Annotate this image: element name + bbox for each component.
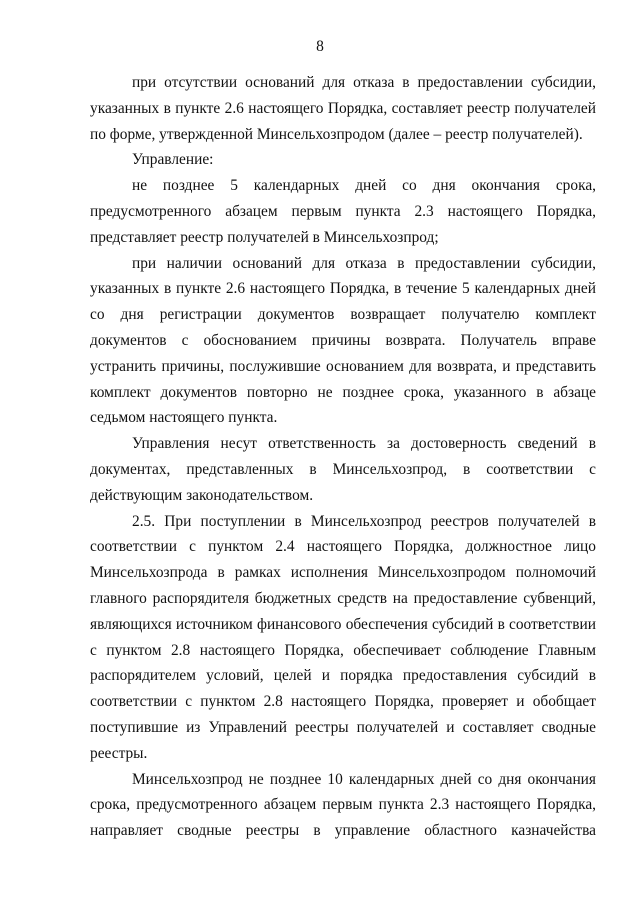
paragraph-no-refusal-grounds: при отсутствии оснований для отказа в предоставлении субсидии, указанных в пункте 2.6 настоящего Порядка, составляет реестр получателей по форме, утвержденной Минсельхозпродом (далее – реестр получателей). <box>90 74 596 143</box>
page-number: 8 <box>316 38 324 55</box>
paragraph-registry-deadline: не позднее 5 календарных дней со дня окончания срока, предусмотренного абзацем первым пункта 2.3 настоящего Порядка, представляет реестр получателей в Минсельхозпрод; <box>90 177 596 246</box>
paragraph-consolidated-registry: Минсельхозпрод не позднее 10 календарных дней со дня окончания срока, предусмотренного абзацем первым пункта 2.3 настоящего Порядка, направляет сводные реестры в управление областного казначейства <box>90 770 596 840</box>
paragraph-directorate-heading: Управление: <box>132 151 214 169</box>
document-body <box>90 70 596 844</box>
paragraph-refusal-return: при наличии оснований для отказа в предоставлении субсидии, указанных в пункте 2.6 настоящего Порядка, в течение 5 календарных дней со дня регистрации документов возвращает получателю комплект документов с обоснованием причины возврата. Получатель вправе устранить причины, послужившие основанием для возврата, и представить комплект документов повторно не позднее срока, указанного в абзаце седьмом настоящего пункта. <box>90 254 596 427</box>
paragraph-section-2-5: 2.5. При поступлении в Минсельхозпрод реестров получателей в соответствии с пунктом 2.4 настоящего Порядка, должностное лицо Минсельхозпрода в рамках исполнения Минсельхозпродом полномочий главного распорядителя бюджетных средств на предоставление субвенций, являющихся источником финансового обеспечения субсидий в соответствии с пунктом 2.8 настоящего Порядка, обеспечивает соблюдение Главным распорядителем условий, целей и порядка предоставления субсидий в соответствии с пунктом 2.8 настоящего Порядка, проверяет и обобщает поступившие из Управлений реестры получателей и составляет сводные реестры. <box>90 512 596 762</box>
paragraph-responsibility: Управления несут ответственность за достоверность сведений в документах, представленных в Минсельхозпрод, в соответствии с действующим законодательством. <box>90 435 596 504</box>
